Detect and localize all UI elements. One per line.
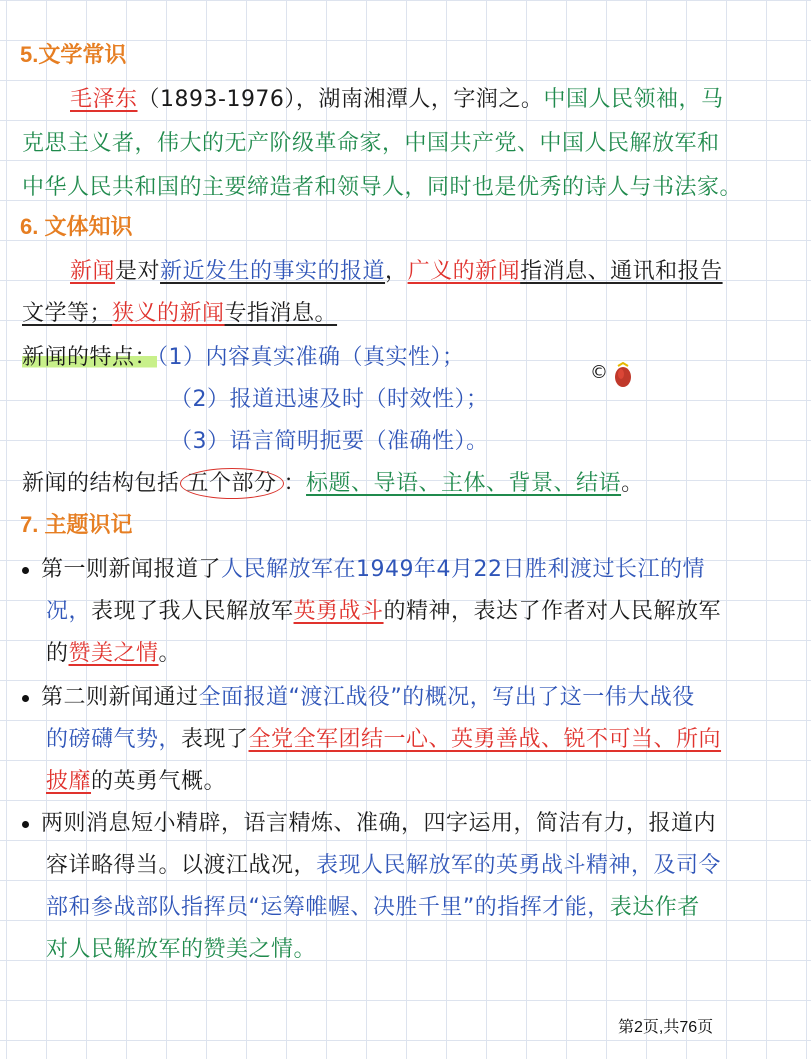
- five-parts-circled: 五个部分: [180, 468, 284, 499]
- b2-line-1: [22, 680, 695, 711]
- s5-line-3: 中华人民共和国的主要缔造者和领导人，同时也是优秀的诗人与书法家。: [22, 175, 743, 200]
- b2-l2b: 表现了: [181, 727, 249, 752]
- b1-l3b: 赞美之情: [68, 641, 159, 666]
- structure-parts: 标题、导语、主体、背景、结语: [306, 471, 622, 496]
- broad-news: 广义的新闻: [407, 259, 521, 284]
- s6-features-1: [22, 340, 465, 371]
- s6-comma: ，: [385, 259, 408, 284]
- narrow-news: 狭义的新闻: [112, 301, 225, 326]
- b1-l1b: 人民解放军在1949年4月22日胜利渡过长江的情: [221, 557, 705, 582]
- b3-l3b: 表达作者: [609, 895, 700, 920]
- feature-2: （2）报道迅速及时（时效性）；: [170, 387, 489, 412]
- b1-line-3: [46, 636, 181, 667]
- s5-line-1-green: 中国人民领袖，马: [543, 87, 724, 112]
- b1-l3a: 的: [46, 641, 69, 666]
- b1-l2b: 表现了我人民解放军: [91, 599, 294, 624]
- b2-line-2: [46, 722, 721, 753]
- b1-l2d: 的精神，表达了作者对人民解放军: [383, 599, 722, 624]
- s5-line-1-text: （1893-1976），湖南湘潭人，字润之。: [137, 87, 544, 112]
- s6-line-2: [22, 296, 337, 327]
- broad-news-desc: 指消息、通讯和报告: [520, 259, 723, 284]
- s6-line-2-b: 专指消息。: [224, 301, 338, 326]
- s5-line-2: 克思主义者，伟大的无产阶级革命家，中国共产党、中国人民解放军和: [22, 131, 720, 156]
- author-name: 毛泽东: [70, 87, 138, 112]
- b2-l3a: 披靡: [46, 769, 92, 794]
- bullet-icon: [22, 567, 29, 574]
- s6-structure: [22, 466, 644, 497]
- b2-l2a: 的磅礴气势，: [46, 727, 182, 752]
- s6-is: 是对: [115, 259, 161, 284]
- b3-line-4: 对人民解放军的赞美之情。: [46, 937, 317, 962]
- feature-3: （3）语言简明扼要（准确性）。: [170, 429, 489, 454]
- page-number: 第2页,共76页: [618, 1019, 714, 1036]
- b3-line-2: [46, 848, 721, 879]
- b1-l3c: 。: [158, 641, 182, 666]
- b3-l2b: 表现人民解放军的英勇战斗精神，及司令: [316, 853, 722, 878]
- b2-l3b: 的英勇气概。: [91, 769, 227, 794]
- b1-line-1: [22, 552, 705, 583]
- s6-line-2-a: 文学等；: [22, 301, 113, 326]
- b1-l2a: 况，: [46, 599, 92, 624]
- b2-line-3: [46, 764, 226, 795]
- section-6-title: 6. 文体知识: [20, 214, 133, 239]
- structure-colon: ：: [283, 471, 307, 496]
- structure-text: 新闻的结构包括: [22, 471, 180, 496]
- structure-end: 。: [621, 471, 644, 496]
- feature-1: （1）内容真实准确（真实性）；: [157, 345, 465, 370]
- features-label: 新闻的特点：: [22, 345, 158, 370]
- b3-line-3: [46, 890, 700, 921]
- b1-l2c: 英勇战斗: [293, 599, 384, 624]
- bullet-icon: [22, 821, 29, 828]
- sweet-potato-icon: [612, 362, 634, 388]
- b2-l1a: 第二则新闻通过: [41, 685, 199, 710]
- news-definition: 新近发生的事实的报道: [160, 259, 386, 284]
- b3-line-1: [22, 806, 716, 837]
- b1-l1a: 第一则新闻报道了: [41, 557, 222, 582]
- section-5-title: 5.文学常识: [20, 42, 127, 67]
- b2-l2c: 全党全军团结一心、英勇善战、锐不可当、所向: [248, 727, 722, 752]
- s6-line-1: [70, 254, 723, 285]
- b1-line-2: [46, 594, 721, 625]
- s5-line-1: [70, 82, 723, 113]
- copyright-mark: ©: [590, 362, 608, 383]
- b3-l3a: 部和参战部队指挥员“运筹帷幄、决胜千里”的指挥才能，: [46, 895, 610, 920]
- news-term: 新闻: [70, 259, 116, 284]
- b2-l1b: 全面报道“渡江战役”的概况，写出了这一伟大战役: [198, 685, 695, 710]
- section-7-title: 7. 主题识记: [20, 512, 133, 537]
- b3-l1: 两则消息短小精辟，语言精炼、准确，四字运用，简洁有力，报道内: [41, 811, 717, 836]
- bullet-icon: [22, 695, 29, 702]
- b3-l2a: 容详略得当。以渡江战况，: [46, 853, 317, 878]
